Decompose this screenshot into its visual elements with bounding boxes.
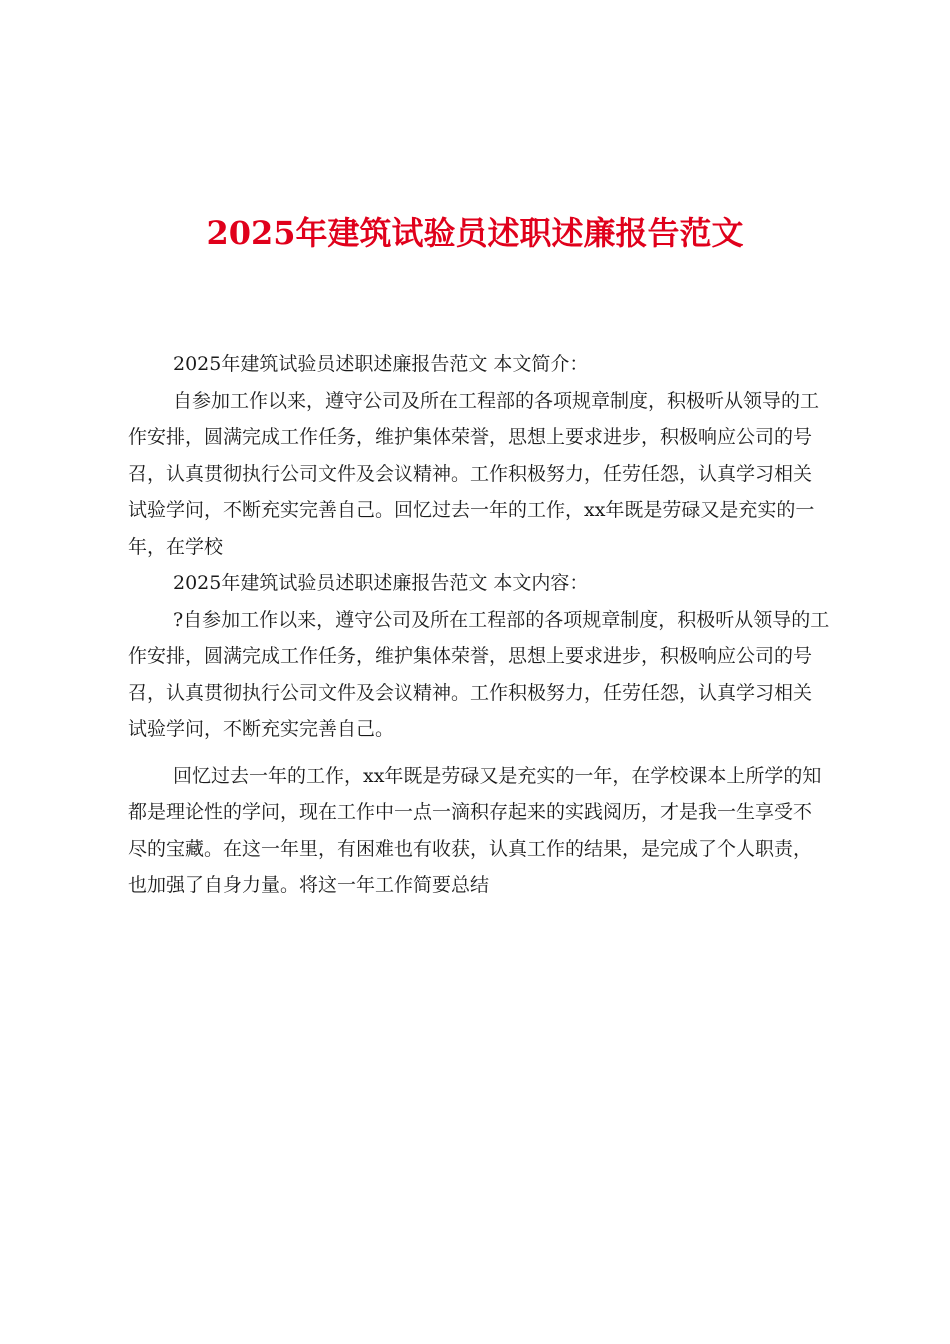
document-title: 2025年建筑试验员述职述廉报告范文 (206, 214, 744, 252)
content-paragraph-2: 回忆过去一年的工作，xx年既是劳碌又是充实的一年，在学校课本上所学的知都是理论性的学问，现在工作中一点一滴积存起来的实践阅历，才是我一生享受不尽的宝藏。在这一年里，有困难也有收获，认真工作的结果，是完成了个人职责，也加强了自身力量。将这一年工作简要总结 (128, 764, 822, 896)
content-paragraph-1: ?自参加工作以来，遵守公司及所在工程部的各项规章制度，积极听从领导的工作安排，圆满完成工作任务，维护集体荣誉，思想上要求进步，积极响应公司的号召，认真贯彻执行公司文件及会议精神。工作积极努力，任劳任怨，认真学习相关试验学问，不断充实完善自己。 (128, 608, 830, 740)
document-body (128, 346, 830, 904)
content-heading: 2025年建筑试验员述职述廉报告范文 本文内容： (173, 572, 589, 594)
paragraph-spacer (128, 748, 830, 758)
intro-paragraph: 自参加工作以来，遵守公司及所在工程部的各项规章制度，积极听从领导的工作安排，圆满完成工作任务，维护集体荣誉，思想上要求进步，积极响应公司的号召，认真贯彻执行公司文件及会议精神。工作积极努力，任劳任怨，认真学习相关试验学问，不断充实完善自己。回忆过去一年的工作，xx年既是劳碌又是充实的一年，在学校 (128, 389, 820, 558)
intro-heading: 2025年建筑试验员述职述廉报告范文 本文简介： (173, 353, 589, 375)
